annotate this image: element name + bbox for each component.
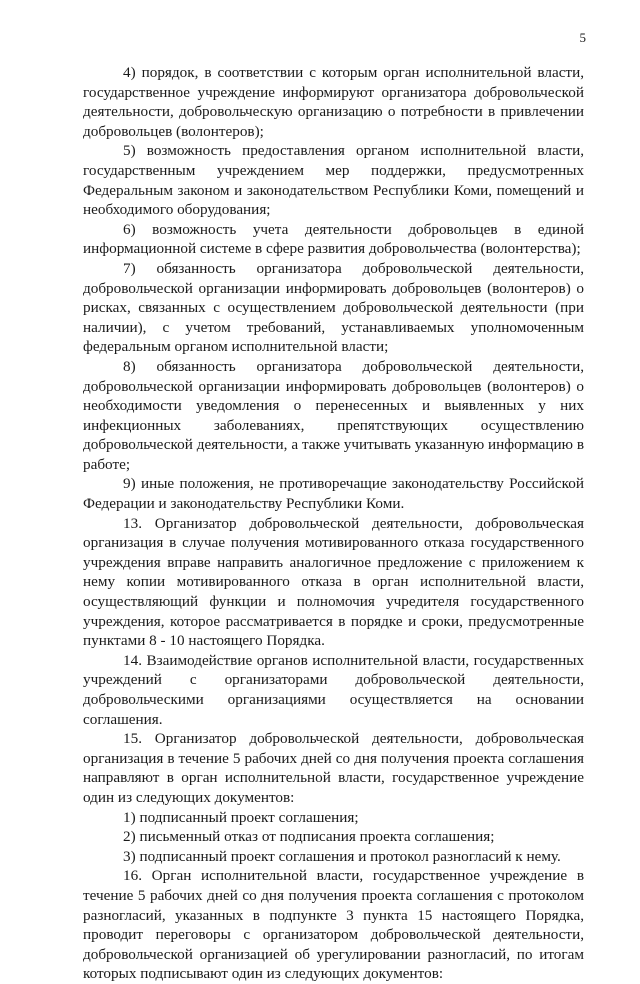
paragraph-item-6: 6) возможность учета деятельности добровольцев в единой информационной системе в сфере развития добровольчества (волонтерства);	[83, 220, 584, 258]
paragraph-item-5: 5) возможность предоставления органом исполнительной власти, государственным учреждением мер поддержки, предусмотренных Федеральным законом и законодательством Республики Коми, помещений и необходимого оборудования;	[83, 142, 584, 219]
paragraph-subitem-1: 1) подписанный проект соглашения;	[123, 808, 359, 826]
page-number: 5	[579, 30, 586, 45]
paragraph-clause-14: 14. Взаимодействие органов исполнительной власти, государственных учреждений с организаторами добровольческой деятельности, добровольческими организациями осуществляется на основании соглашения.	[83, 651, 584, 728]
paragraph-subitem-3: 3) подписанный проект соглашения и протокол разногласий к нему.	[123, 847, 561, 865]
paragraph-clause-13: 13. Организатор добровольческой деятельности, добровольческая организация в случае получения мотивированного отказа государственного учреждения вправе направить аналогичное предложение с приложением к нему копии мотивированного отказа в орган исполнительной власти, осуществляющий функции и полномочия учредителя государственного учреждения, которое рассматривается в порядке и сроки, предусмотренные пунктами 8 - 10 настоящего Порядка.	[83, 514, 584, 650]
paragraph-clause-15: 15. Организатор добровольческой деятельности, добровольческая организация в течение 5 рабочих дней со дня получения проекта соглашения направляют в орган исполнительной власти, государственное учреждение один из следующих документов:	[83, 730, 584, 806]
paragraph-item-4: 4) порядок, в соответствии с которым орган исполнительной власти, государственное учреждение информируют организатора добровольческой деятельности, добровольческую организацию о потребности в привлечении добровольцев (волонтеров);	[83, 64, 584, 140]
paragraph-clause-16: 16. Орган исполнительной власти, государственное учреждение в течение 5 рабочих дней со дня получения проекта соглашения с протоколом разногласий, указанных в подпункте 3 пункта 15 настоящего Порядка, проводит переговоры с организатором добровольческой деятельности, добровольческой организацией об урегулировании разногласий, по итогам которых подписывают один из следующих документов:	[83, 867, 584, 983]
paragraph-subitem-2: 2) письменный отказ от подписания проекта соглашения;	[123, 828, 495, 846]
paragraph-item-7: 7) обязанность организатора добровольческой деятельности, добровольческой организации информировать добровольцев (волонтеров) о рисках, связанных с осуществлением добровольческой деятельности (при наличии), с учетом требований, устанавливаемых уполномоченным федеральным органом исполнительной власти;	[83, 259, 584, 356]
paragraph-item-9: 9) иные положения, не противоречащие законодательству Российской Федерации и законодательству Республики Коми.	[83, 475, 584, 513]
document-body	[83, 63, 584, 984]
paragraph-item-8: 8) обязанность организатора добровольческой деятельности, добровольческой организации информировать добровольцев (волонтеров) о необходимости уведомления о перенесенных и выявленных у них инфекционных заболеваниях, препятствующих осуществлению добровольческой деятельности, а также учитывать указанную информацию в работе;	[83, 357, 584, 473]
